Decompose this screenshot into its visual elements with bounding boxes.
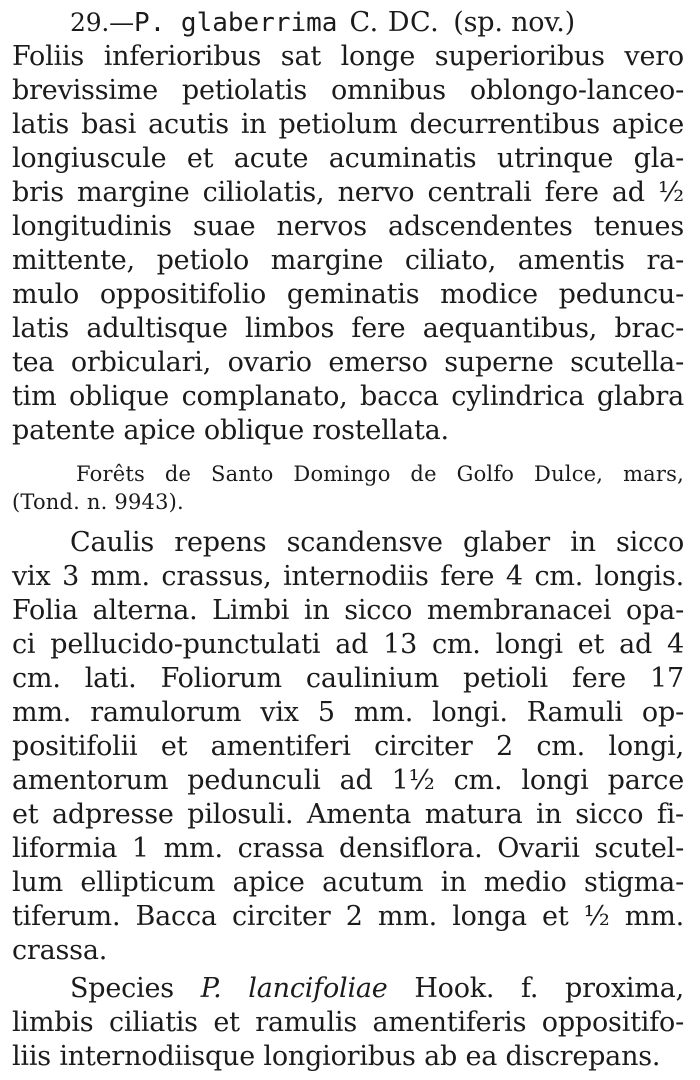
description-line: lum ellipticum apice acutum in medio stigma- [12,867,684,898]
diagnosis-line: longitudinis suae nervos adscendentes tenues [12,211,684,242]
comparison-line: liis internodiisque longioribus ab ea discrepans. [12,1041,661,1072]
diagnosis-line: latis adultisque limbos fere aequantibus, brac- [12,313,684,344]
description-line: amentorum pedunculi ad 1½ cm. longi parce [12,765,684,796]
description-line: tiferum. Bacca circiter 2 mm. longa et ½ mm. [12,901,684,932]
description-line: et adpresse pilosuli. Amenta matura in sicco fi- [12,799,684,830]
description-line: crassa. [12,935,108,966]
diagnosis-line: mulo oppositifolio geminatis modice peduncu- [12,279,684,310]
locality-line: Forêts de Santo Domingo de Golfo Dulce, mars, [76,462,684,486]
diagnosis-line: Foliis inferioribus sat longe superioribus vero [12,41,684,72]
diagnosis-line: patente apice oblique rostellata. [12,415,449,446]
comparison-line: limbis ciliatis et ramulis amentiferis oppositifo- [12,1007,684,1038]
diagnosis-line: tea orbiculari, ovario emerso superne scutella- [12,347,684,378]
related-taxon: P. lancifoliae [200,973,388,1004]
comparison-lead: Species [70,973,174,1004]
description-line: vix 3 mm. crassus, internodiis fere 4 cm. longis. [12,561,684,592]
diagnosis-line: tim oblique complanato, bacca cylindrica glabra [12,381,684,412]
diagnosis-line: latis basi acutis in petiolum decurrentibus apice [12,109,684,140]
species-heading [70,6,684,40]
description-line: Folia alterna. Limbi in sicco membranacei opa- [12,595,684,626]
description-line: positifolii et amentiferi circiter 2 cm. longi, [12,731,684,762]
species-name: P. glaberrima [133,8,338,38]
species-author: C. DC. [349,7,440,38]
description-line: mm. ramulorum vix 5 mm. longi. Ramuli op- [12,697,684,728]
description-line: liformia 1 mm. crassa densiflora. Ovarii scutel- [12,833,684,864]
related-taxon-author: Hook. f. proxima, [414,973,684,1004]
description-line: Caulis repens scandensve glaber in sicco [70,527,684,558]
diagnosis-line: mittente, petiolo margine ciliato, amentis ra- [12,245,684,276]
locality-line: (Tond. n. 9943). [12,490,184,514]
description-line: cm. lati. Foliorum caulinium petioli fere 17 [12,663,684,694]
species-status: (sp. nov.) [453,7,575,38]
diagnosis-line: longiuscule et acute acuminatis utrinque gla- [12,143,684,174]
diagnosis-line: brevissime petiolatis omnibus oblongo-lanceo- [12,75,684,106]
comparison-line [70,972,684,1006]
diagnosis-line: bris margine ciliolatis, nervo centrali fere ad ½ [12,177,684,208]
description-line: ci pellucido-punctulati ad 13 cm. longi et ad 4 [12,629,684,660]
species-number: 29.— [70,8,134,37]
